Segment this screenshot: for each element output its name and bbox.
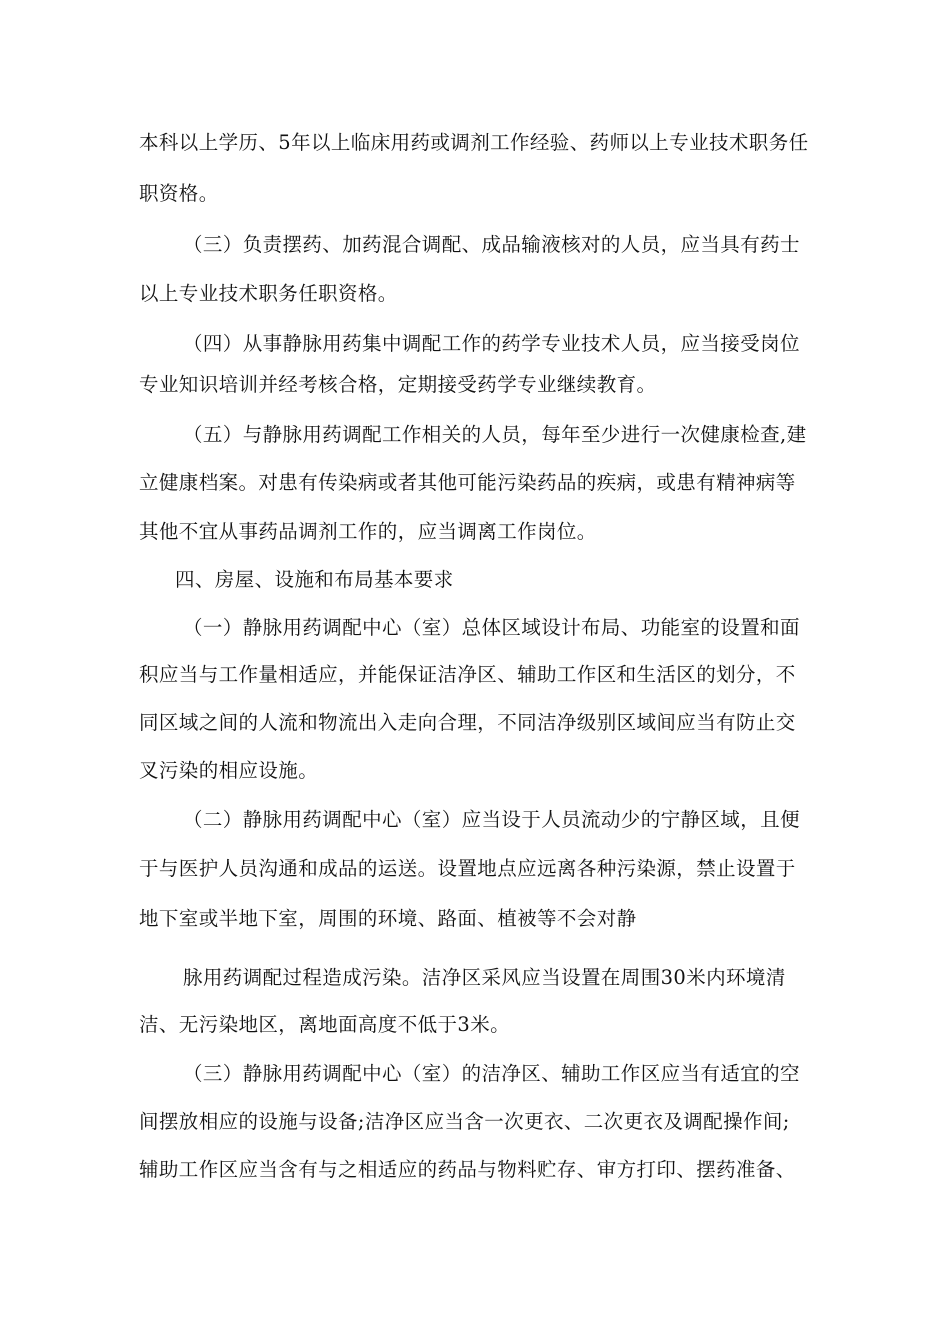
text-line: 间摆放相应的设施与设备;洁净区应当含一次更衣、二次更衣及调配操作间; [139, 1110, 790, 1133]
text-line: 洁、无污染地区，离地面高度不低于3米。 [139, 1013, 511, 1036]
text-line: 地下室或半地下室，周围的环境、路面、植被等不会对静 [139, 907, 637, 930]
text-line: 立健康档案。对患有传染病或者其他可能污染药品的疾病，或患有精神病等 [139, 471, 796, 494]
text-line: （四）从事静脉用药集中调配工作的药学专业技术人员，应当接受岗位 [183, 332, 800, 355]
text-line: 其他不宜从事药品调剂工作的，应当调离工作岗位。 [139, 520, 597, 543]
text-line: 职资格。 [139, 182, 219, 205]
text-line: （五）与静脉用药调配工作相关的人员，每年至少进行一次健康检查,建 [183, 423, 807, 446]
section-heading: 四、房屋、设施和布局基本要求 [175, 568, 454, 591]
text-line: 积应当与工作量相适应，并能保证洁净区、辅助工作区和生活区的划分，不 [139, 663, 796, 686]
text-line: （三）静脉用药调配中心（室）的洁净区、辅助工作区应当有适宜的空 [183, 1062, 800, 1085]
text-line: 本科以上学历、5年以上临床用药或调剂工作经验、药师以上专业技术职务任 [139, 131, 809, 154]
text-line: 辅助工作区应当含有与之相适应的药品与物料贮存、审方打印、摆药准备、 [139, 1158, 796, 1181]
text-line: （三）负责摆药、加药混合调配、成品输液核对的人员，应当具有药士 [183, 233, 800, 256]
text-line: 专业知识培训并经考核合格，定期接受药学专业继续教育。 [139, 373, 657, 396]
text-line: 以上专业技术职务任职资格。 [139, 282, 398, 305]
text-line: （一）静脉用药调配中心（室）总体区域设计布局、功能室的设置和面 [183, 616, 800, 639]
text-line: 叉污染的相应设施。 [139, 759, 319, 782]
text-line: 于与医护人员沟通和成品的运送。设置地点应远离各种污染源，禁止设置于 [139, 857, 796, 880]
text-line: 同区域之间的人流和物流出入走向合理，不同洁净级别区域间应当有防止交 [139, 711, 796, 734]
text-line: 脉用药调配过程造成污染。洁净区采风应当设置在周围30米内环境清 [183, 966, 786, 989]
text-line: （二）静脉用药调配中心（室）应当设于人员流动少的宁静区域，且便 [183, 808, 800, 831]
